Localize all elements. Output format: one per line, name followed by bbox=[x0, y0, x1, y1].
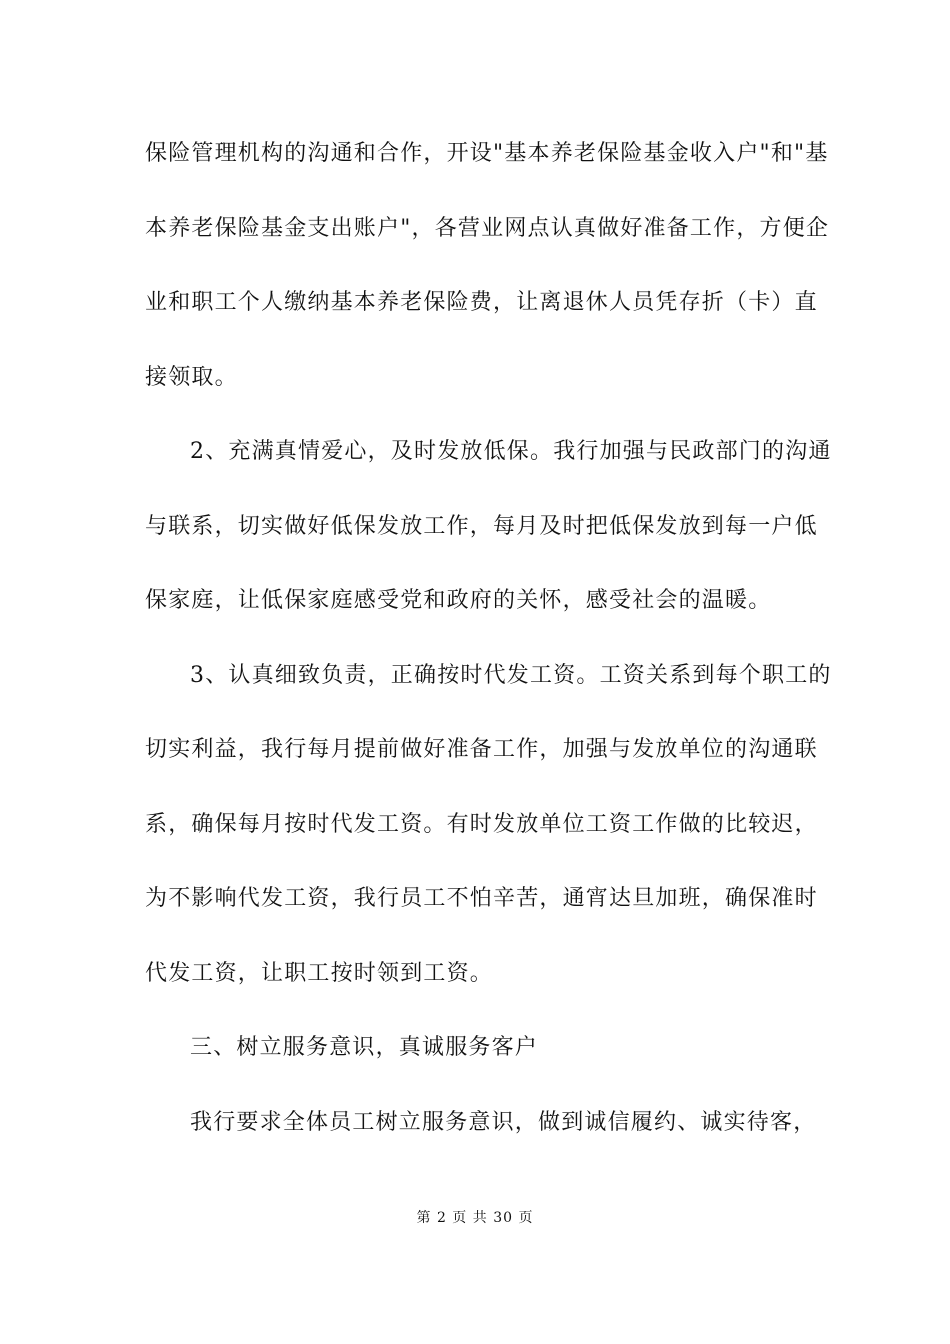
line-text: 切实利益，我行每月提前做好准备工作，加强与发放单位的沟通联 bbox=[145, 737, 818, 762]
line-text: 三、树立服务意识，真诚服务客户 bbox=[190, 1035, 539, 1060]
section-heading bbox=[0, 1030, 950, 1066]
line-text: 保险管理机构的沟通和合作，开设"基本养老保险基金收入户"和"基 bbox=[145, 141, 829, 166]
line-text: 本养老保险基金支出账户"，各营业网点认真做好准备工作，方便企 bbox=[145, 216, 830, 241]
text-line bbox=[0, 509, 950, 545]
paragraph-start bbox=[0, 658, 950, 694]
line-text: 代发工资，让职工按时领到工资。 bbox=[145, 961, 494, 986]
line-text: 3、认真细致负责，正确按时代发工资。工资关系到每个职工的 bbox=[190, 663, 832, 688]
line-text: 为不影响代发工资，我行员工不怕辛苦，通宵达旦加班，确保准时 bbox=[145, 886, 818, 911]
line-text: 接领取。 bbox=[145, 365, 238, 390]
line-text: 我行要求全体员工树立服务意识，做到诚信履约、诚实待客， bbox=[190, 1110, 817, 1135]
text-line bbox=[0, 807, 950, 843]
text-line bbox=[0, 881, 950, 917]
text-line bbox=[0, 732, 950, 768]
text-line bbox=[0, 583, 950, 619]
line-text: 2、充满真情爱心，及时发放低保。我行加强与民政部门的沟通 bbox=[190, 439, 832, 464]
paragraph-start bbox=[0, 434, 950, 470]
line-text: 保家庭，让低保家庭感受党和政府的关怀，感受社会的温暖。 bbox=[145, 588, 772, 613]
line-text: 业和职工个人缴纳基本养老保险费，让离退休人员凭存折（卡）直 bbox=[145, 290, 818, 315]
line-text: 与联系，切实做好低保发放工作，每月及时把低保发放到每一户低 bbox=[145, 514, 818, 539]
paragraph-start bbox=[0, 1105, 950, 1141]
text-line bbox=[0, 285, 950, 321]
text-line bbox=[0, 211, 950, 247]
page-number: 第 2 页 共 30 页 bbox=[416, 1210, 534, 1226]
page-footer bbox=[0, 1208, 950, 1228]
text-line bbox=[0, 136, 950, 172]
text-line bbox=[0, 360, 950, 396]
line-text: 系，确保每月按时代发工资。有时发放单位工资工作做的比较迟， bbox=[145, 812, 818, 837]
text-line bbox=[0, 956, 950, 992]
